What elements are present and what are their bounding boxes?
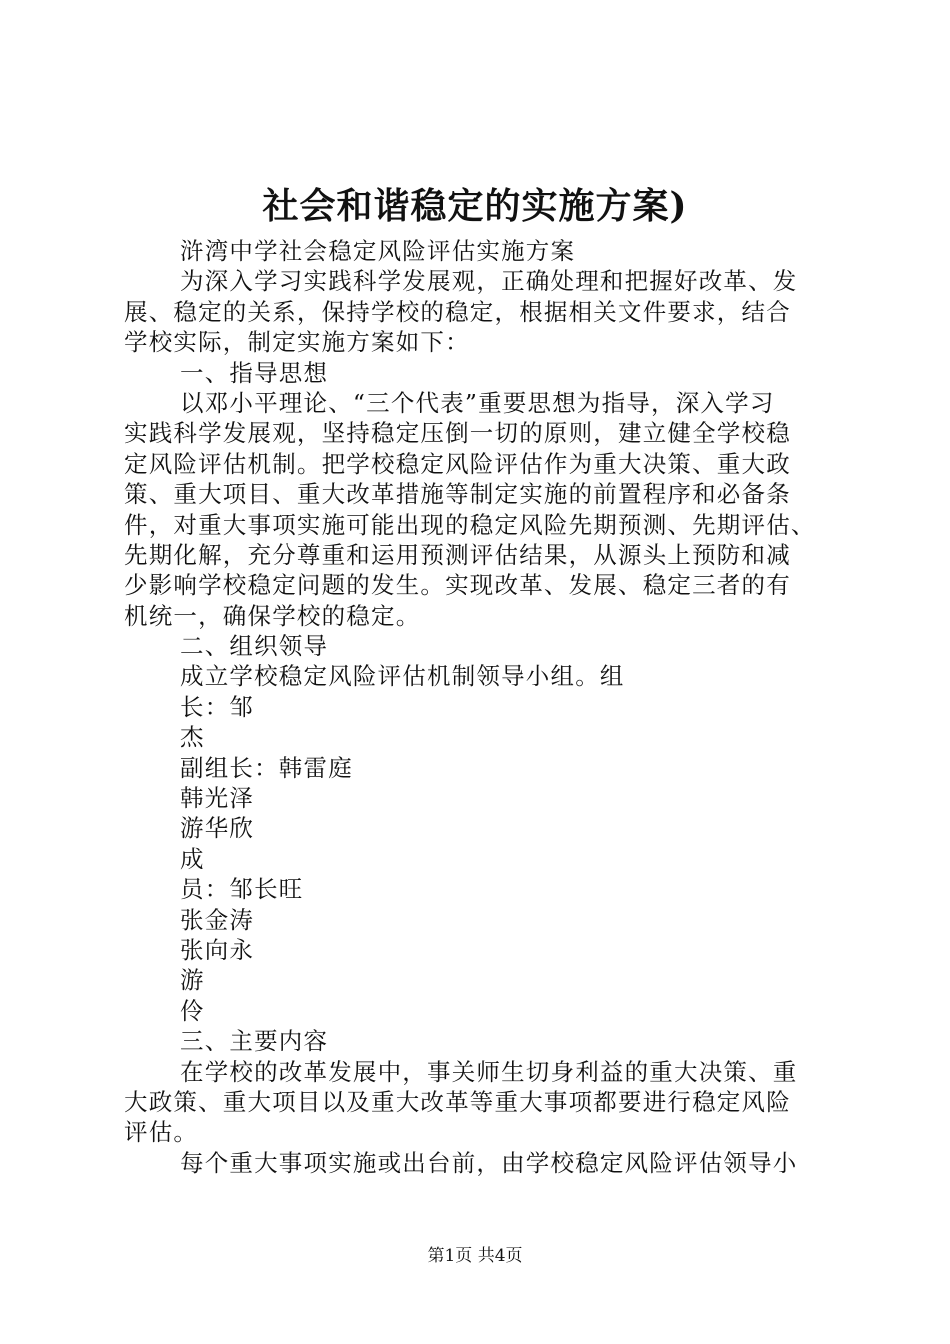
body-line: 员：邹长旺 [180, 875, 304, 904]
body-line: 成立学校稳定风险评估机制领导小组。组 [180, 662, 625, 691]
body-line: 在学校的改革发展中，事关师生切身利益的重大决策、重 [180, 1057, 798, 1086]
body-line: 实践科学发展观，坚持稳定压倒一切的原则，建立健全学校稳 [124, 419, 791, 448]
body-line: 先期化解，充分尊重和运用预测评估结果，从源头上预防和减 [124, 540, 791, 569]
body-line: 张金涛 [180, 905, 255, 934]
body-line: 游华欣 [180, 814, 255, 843]
body-line: 长：邹 [180, 692, 255, 721]
page-footer: 第1页 共4页 [427, 1246, 523, 1266]
body-line: 机统一，确保学校的稳定。 [124, 601, 421, 630]
body-line: 件，对重大事项实施可能出现的稳定风险先期预测、先期评估、 [124, 510, 816, 539]
body-line: 展、稳定的关系，保持学校的稳定，根据相关文件要求，结合 [124, 297, 791, 326]
body-line: 评估。 [124, 1118, 199, 1147]
body-line: 韩光泽 [180, 784, 255, 813]
body-line: 以邓小平理论、“三个代表”重要思想为指导，深入学习 [180, 388, 775, 417]
body-line: 成 [180, 844, 205, 873]
body-line: 少影响学校稳定问题的发生。实现改革、发展、稳定三者的有 [124, 571, 791, 600]
body-line: 副组长：韩雷庭 [180, 753, 353, 782]
body-line: 学校实际，制定实施方案如下： [124, 328, 470, 357]
body-line: 定风险评估机制。把学校稳定风险评估作为重大决策、重大政 [124, 449, 791, 478]
body-line: 杰 [180, 723, 205, 752]
body-line: 每个重大事项实施或出台前，由学校稳定风险评估领导小 [180, 1148, 798, 1177]
body-line: 伶 [180, 996, 205, 1025]
body-line: 一、指导思想 [180, 358, 329, 387]
document-body [124, 236, 838, 1178]
body-line: 二、组织领导 [180, 632, 329, 661]
body-line: 游 [180, 966, 205, 995]
document-title: 社会和谐稳定的实施方案) [262, 185, 688, 227]
body-line: 张向永 [180, 935, 255, 964]
body-line: 策、重大项目、重大改革措施等制定实施的前置程序和必备条 [124, 480, 791, 509]
body-line: 大政策、重大项目以及重大改革等重大事项都要进行稳定风险 [124, 1087, 791, 1116]
body-line: 三、主要内容 [180, 1027, 329, 1056]
body-line: 浒湾中学社会稳定风险评估实施方案 [180, 237, 576, 265]
body-line: 为深入学习实践科学发展观，正确处理和把握好改革、发 [180, 267, 798, 296]
